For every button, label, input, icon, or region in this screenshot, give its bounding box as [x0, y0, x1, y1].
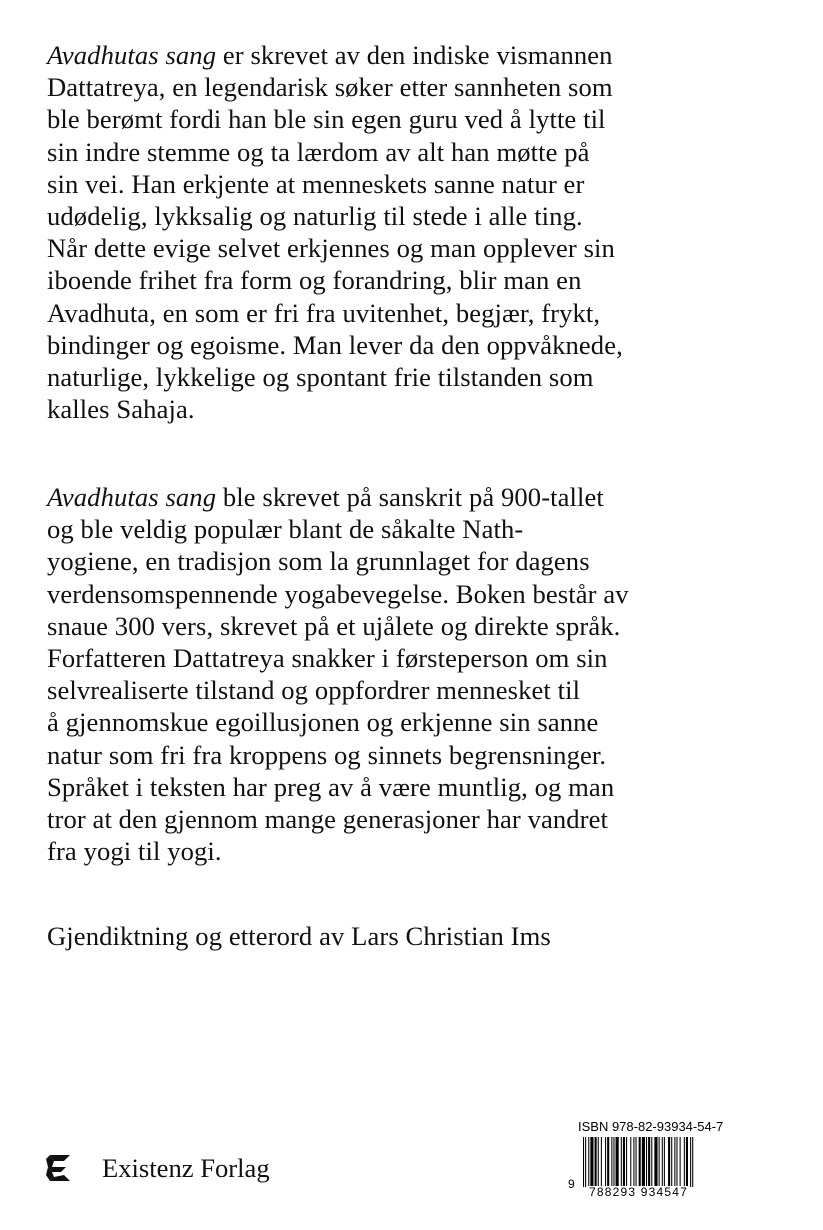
translator-credit	[47, 920, 787, 952]
paragraph-line: fra yogi til yogi.	[47, 836, 222, 867]
barcode-bar	[636, 1137, 637, 1187]
paragraph-line: Avadhutas sang ble skrevet på sanskrit på 900-tallet	[47, 482, 604, 512]
barcode-bar	[686, 1137, 688, 1187]
paragraph-line: Forfatteren Dattatreya snakker i førsteperson om sin	[47, 643, 608, 674]
paragraph-line: Avadhutas sang er skrevet av den indiske vismannen	[47, 40, 613, 70]
barcode-bar	[642, 1137, 645, 1187]
barcode-bar	[668, 1137, 670, 1187]
barcode-bar	[680, 1137, 681, 1187]
publisher-mark	[44, 1150, 270, 1186]
barcode-bar	[626, 1137, 627, 1187]
barcode-prefix-digit: 9	[568, 1177, 575, 1191]
description-paragraph-2	[47, 481, 787, 867]
barcode-bar	[630, 1137, 631, 1187]
barcode	[582, 1137, 732, 1187]
paragraph-line: selvrealiserte tilstand og oppfordrer mennesket til	[47, 675, 581, 706]
barcode-bar	[674, 1137, 675, 1187]
barcode-bar	[639, 1137, 641, 1187]
barcode-bar	[583, 1137, 584, 1187]
barcode-bar	[585, 1137, 586, 1187]
paragraph-line: kalles Sahaja.	[47, 394, 195, 425]
barcode-bar	[598, 1137, 599, 1187]
paragraph-line: verdensomspennende yogabevegelse. Boken består av	[47, 578, 629, 609]
paragraph-line: natur som fri fra kroppens og sinnets begrensninger.	[47, 739, 607, 770]
paragraph-line: udødelig, lykksalig og naturlig til stede i alle ting.	[47, 201, 583, 232]
paragraph-line: tror at den gjennom mange generasjoner har vandret	[47, 804, 609, 835]
barcode-bar	[621, 1137, 622, 1187]
barcode-bar	[690, 1137, 691, 1187]
paragraph-line: Språket i teksten har preg av å være muntlig, og man	[47, 771, 615, 802]
paragraph-line: bindinger og egoisme. Man lever da den oppvåknede,	[47, 329, 623, 360]
paragraph-line: å gjennomskue egoillusjonen og erkjenne sin sanne	[47, 707, 599, 738]
paragraph-line: sin indre stemme og ta lærdom av alt han møtte på	[47, 136, 590, 167]
paragraph-line: naturlige, lykkelige og spontant frie tilstanden som	[47, 362, 594, 393]
barcode-bar	[616, 1137, 619, 1187]
barcode-bar	[607, 1137, 609, 1187]
isbn-barcode-block	[568, 1118, 734, 1200]
barcode-bar	[651, 1137, 652, 1187]
barcode-bar	[692, 1137, 693, 1187]
barcode-bar	[611, 1137, 612, 1187]
barcode-bar	[613, 1137, 614, 1187]
paragraph-line: sin vei. Han erkjente at menneskets sanne natur er	[47, 168, 585, 199]
barcode-bar	[671, 1137, 672, 1187]
barcode-bar	[684, 1137, 685, 1187]
paragraph-line: Når dette evige selvet erkjennes og man opplever sin	[47, 233, 615, 264]
barcode-bar	[605, 1137, 606, 1187]
paragraph-line: yogiene, en tradisjon som la grunnlaget for dagens	[47, 546, 590, 577]
paragraph-line: Avadhuta, en som er fri fra uvitenhet, begjær, frykt,	[47, 297, 601, 328]
barcode-bar	[648, 1137, 650, 1187]
barcode-bar	[595, 1137, 597, 1187]
paragraph-line: Dattatreya, en legendarisk søker etter sannheten som	[47, 72, 613, 103]
barcode-bar	[601, 1137, 602, 1187]
existenz-e-logo-icon	[44, 1153, 74, 1183]
barcode-bar	[623, 1137, 625, 1187]
barcode-bar	[590, 1137, 593, 1187]
isbn-label: ISBN 978-82-93934-54-7	[578, 1119, 724, 1134]
barcode-bar	[646, 1137, 647, 1187]
paragraph-line: snaue 300 vers, skrevet på et ujålete og direkte språk.	[47, 610, 621, 641]
barcode-digits: 788293 934547	[589, 1185, 689, 1199]
publisher-name: Existenz Forlag	[102, 1153, 270, 1183]
credit-line: Gjendiktning og etterord av Lars Christian Ims	[47, 921, 551, 951]
book-title-italic: Avadhutas sang	[47, 40, 217, 70]
barcode-bar	[633, 1137, 634, 1187]
paragraph-line: iboende frihet fra form og forandring, blir man en	[47, 265, 582, 296]
barcode-bar	[588, 1137, 589, 1187]
barcode-bar	[662, 1137, 663, 1187]
barcode-bar	[664, 1137, 665, 1187]
description-paragraph-1	[47, 39, 787, 425]
book-title-italic: Avadhutas sang	[47, 482, 217, 512]
paragraph-line: og ble veldig populær blant de såkalte Nath-	[47, 514, 524, 545]
barcode-bar	[659, 1137, 660, 1187]
barcode-bar	[676, 1137, 677, 1187]
paragraph-line: ble berømt fordi han ble sin egen guru ved å lytte til	[47, 104, 606, 135]
barcode-bar	[654, 1137, 657, 1187]
